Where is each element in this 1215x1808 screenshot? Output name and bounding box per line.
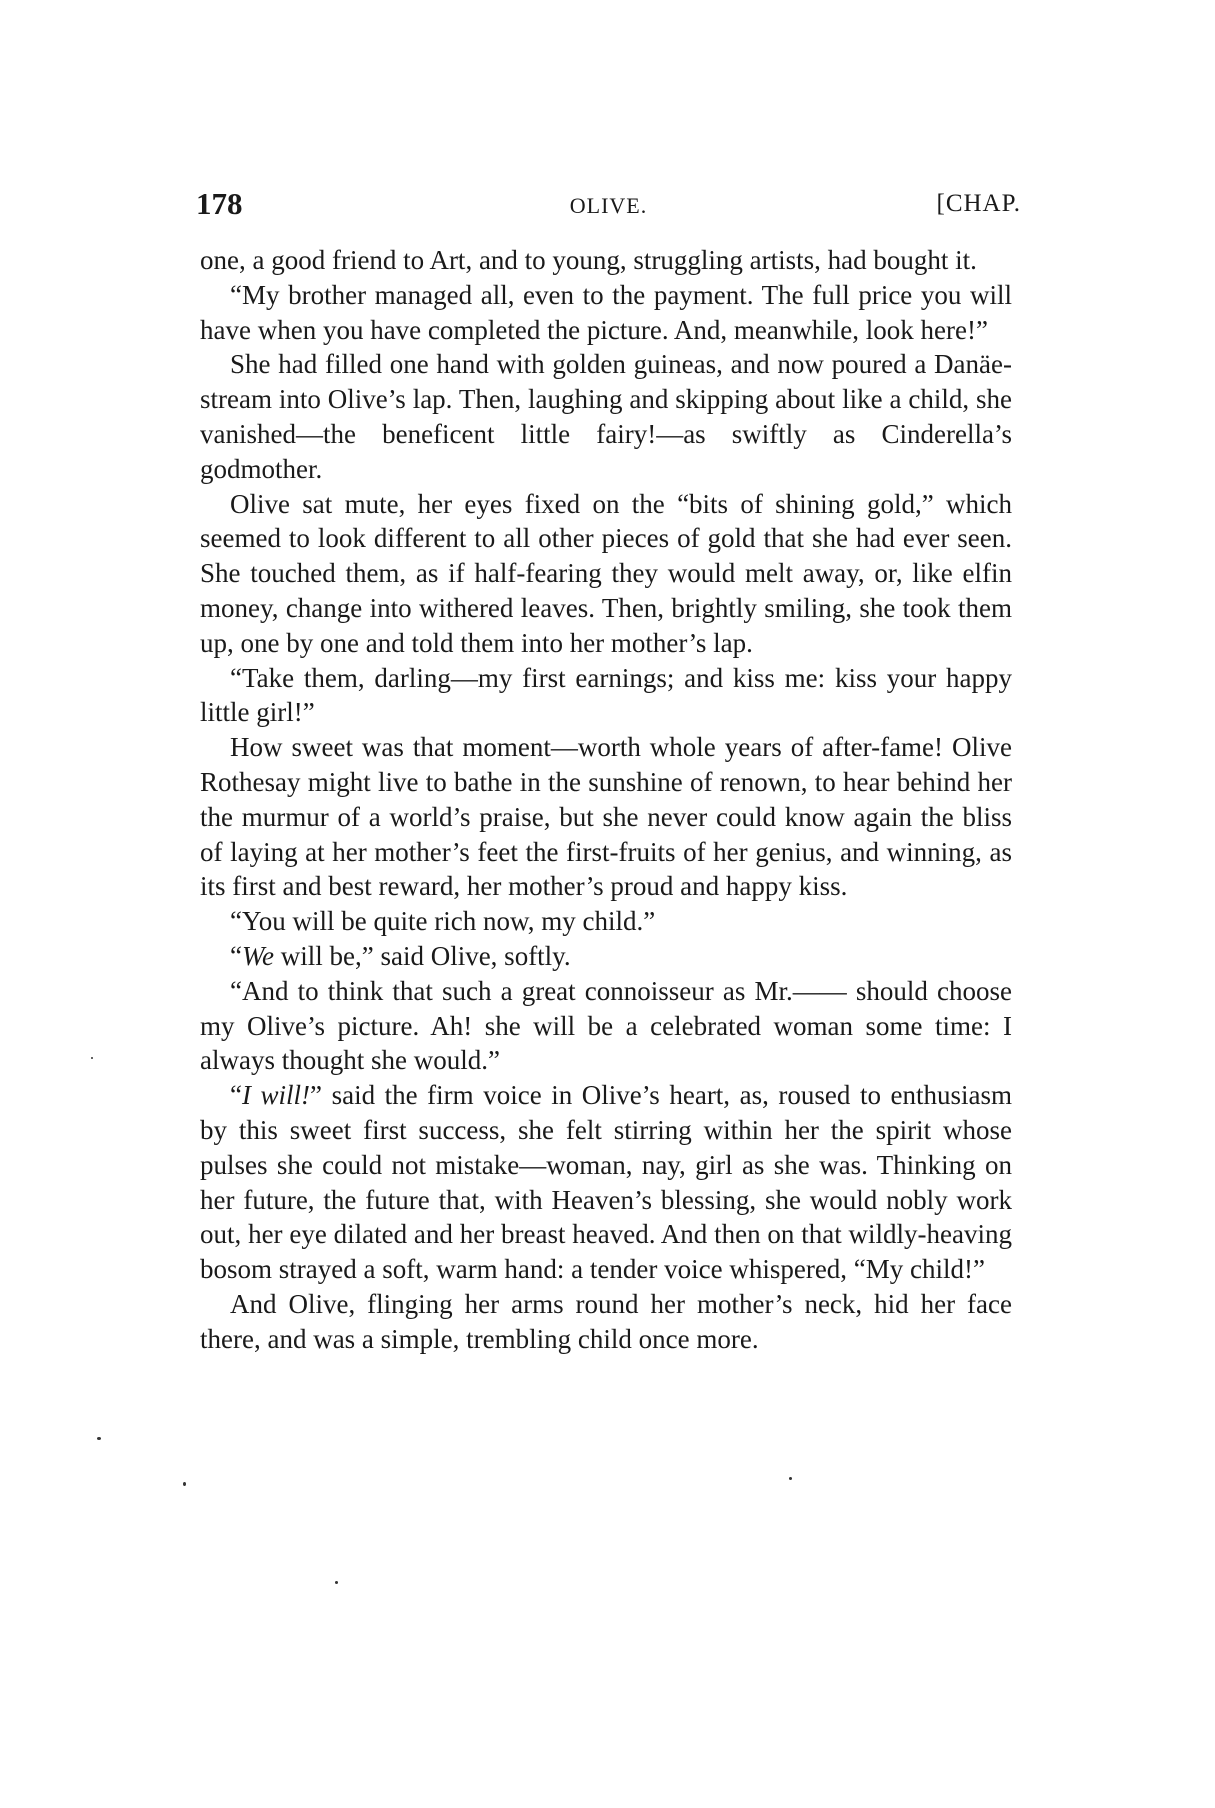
- paragraph: Olive sat mute, her eyes fixed on the “bits of shining gold,” which seemed to look different to all other pieces of gold that she had ever seen. She touched them, as if half-fearing they would melt away, or, like elfin money, change into withered leaves. Then, brightly smiling, she took them up, one by one and told them into her mother’s lap.: [200, 488, 1012, 658]
- paragraph: And Olive, flinging her arms round her mother’s neck, hid her face there, and was a simple, trembling child once more.: [200, 1288, 1012, 1354]
- page-header: [196, 186, 1021, 226]
- paragraph: “And to think that such a great connoisseur as Mr.—— should choose my Olive’s picture. Ah! she will be a celebrated woman some time: I always thought she would.”: [200, 975, 1012, 1076]
- paragraph: “We will be,” said Olive, softly.: [230, 940, 571, 971]
- scan-speck: [789, 1477, 792, 1480]
- running-title: OLIVE.: [569, 193, 648, 218]
- body-text: [200, 243, 1012, 1357]
- paragraph: one, a good friend to Art, and to young, struggling artists, had bought it.: [200, 245, 977, 275]
- paragraph: She had filled one hand with golden guineas, and now poured a Danäe-stream into Olive’s lap. Then, laughing and skipping about like a child, she vanished—the beneficent little fairy!—as swiftly as Cinderella’s godmother.: [200, 349, 1012, 484]
- scan-speck: [97, 1437, 101, 1440]
- paragraph: “I will!” said the firm voice in Olive’s heart, as, roused to enthusiasm by this sweet first success, she felt stirring within her the spirit whose pulses she could not mistake—woman, nay, girl as she was. Thinking on her future, the future that, with Heaven’s blessing, she would nobly work out, her eye dilated and her breast heaved. And then on that wildly-heaving bosom strayed a soft, warm hand: a tender voice whispered, “My child!”: [200, 1080, 1012, 1285]
- paragraph: “You will be quite rich now, my child.”: [230, 906, 656, 937]
- page-number: 178: [196, 186, 243, 221]
- emphasis: I will!: [241, 1080, 311, 1111]
- scan-speck: [91, 1057, 93, 1059]
- paragraph: “Take them, darling—my first earnings; and kiss me: kiss your happy little girl!”: [200, 662, 1012, 728]
- emphasis: We: [241, 940, 274, 971]
- chapter-mark: [CHAP.: [936, 190, 1021, 217]
- scan-speck: [183, 1482, 186, 1486]
- paragraph: How sweet was that moment—worth whole years of after-fame! Olive Rothesay might live to bathe in the sunshine of renown, to hear behind her the murmur of a world’s praise, but she never could know again the bliss of laying at her mother’s feet the first-fruits of her genius, and winning, as its first and best reward, her mother’s proud and happy kiss.: [200, 732, 1012, 902]
- scan-speck: [335, 1581, 338, 1584]
- paragraph: “My brother managed all, even to the payment. The full price you will have when you have completed the picture. And, meanwhile, look here!”: [200, 279, 1012, 345]
